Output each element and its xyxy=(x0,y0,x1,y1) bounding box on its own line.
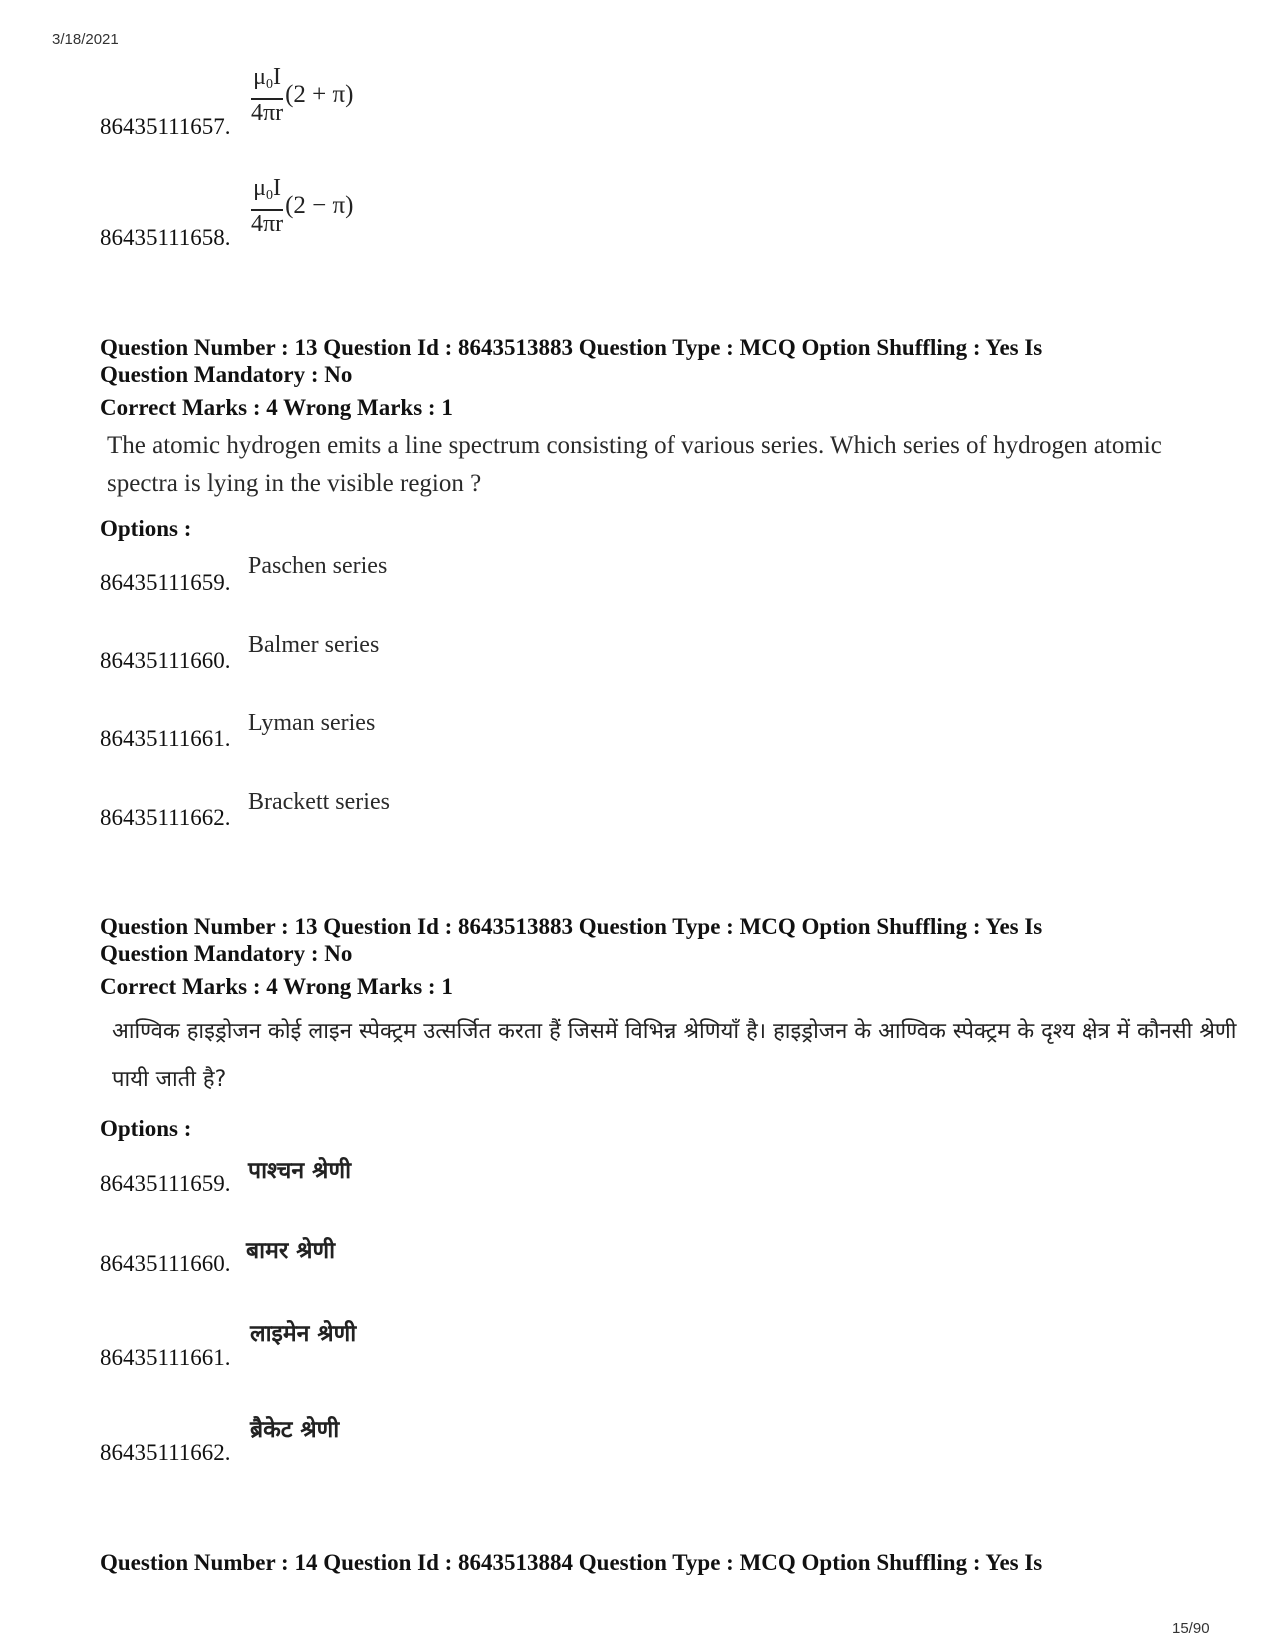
question-meta-line1: Question Number : 13 Question Id : 8643513883 Question Type : MCQ Option Shuffling : Yes Is xyxy=(100,335,1043,360)
formula-numerator: $\mu_0I$ xyxy=(251,175,283,211)
option-id: 86435111661. xyxy=(100,1345,231,1370)
option-id: 86435111659. xyxy=(100,1171,231,1196)
question-meta-line2: Question Mandatory : No xyxy=(100,941,353,966)
formula-denominator: 4πr xyxy=(251,211,284,237)
option-id: 86435111660. xyxy=(100,648,231,673)
option-text: लाइमेन श्रेणी xyxy=(250,1321,357,1347)
question-text: The atomic hydrogen emits a line spectrum consisting of various series. Which series of hydrogen atomic spectra is lying in the visible region ? xyxy=(107,432,1162,497)
option-id: 86435111658. xyxy=(100,225,231,250)
formula-fraction xyxy=(251,175,283,237)
question-marks: Correct Marks : 4 Wrong Marks : 1 xyxy=(100,974,453,999)
option-id: 86435111660. xyxy=(100,1251,231,1276)
option-text: Brackett series xyxy=(248,789,390,815)
options-label: Options : xyxy=(100,1116,192,1141)
option-id: 86435111662. xyxy=(100,1440,231,1465)
option-text: Balmer series xyxy=(248,632,380,658)
page-number: 15/90 xyxy=(1172,1620,1210,1637)
question-meta-line1: Question Number : 14 Question Id : 8643513884 Question Type : MCQ Option Shuffling : Yes Is xyxy=(100,1550,1043,1575)
options-label: Options : xyxy=(100,516,192,541)
formula-tail: (2 − π) xyxy=(285,192,354,219)
option-id: 86435111657. xyxy=(100,114,231,139)
option-text: Lyman series xyxy=(248,710,376,736)
formula-denominator: 4πr xyxy=(251,100,284,126)
option-text: पाश्चन श्रेणी xyxy=(248,1158,352,1184)
option-text: Paschen series xyxy=(248,553,388,579)
question-meta-line1: Question Number : 13 Question Id : 8643513883 Question Type : MCQ Option Shuffling : Yes Is xyxy=(100,914,1043,939)
option-id: 86435111662. xyxy=(100,805,231,830)
option-formula xyxy=(251,175,353,237)
question-marks: Correct Marks : 4 Wrong Marks : 1 xyxy=(100,395,453,420)
option-text: बामर श्रेणी xyxy=(246,1238,336,1264)
formula-tail: (2 + π) xyxy=(285,81,354,108)
option-id: 86435111661. xyxy=(100,726,231,751)
question-text: आण्विक हाइड्रोजन कोई लाइन स्पेक्ट्रम उत्सर्जित करता हैं जिसमें विभिन्न श्रेणियाँ है। हाइड्रोजन के आण्विक स्पेक्ट्रम के दृश्य क्षेत्र में कौनसी श्रेणी पायी जाती है? xyxy=(112,1019,1237,1092)
question-meta-line2: Question Mandatory : No xyxy=(100,362,353,387)
option-formula xyxy=(251,64,353,126)
formula-numerator: $\mu_0I$ xyxy=(251,64,283,100)
print-date: 3/18/2021 xyxy=(52,31,119,48)
option-id: 86435111659. xyxy=(100,570,231,595)
formula-fraction xyxy=(251,64,283,126)
option-text: ब्रैकेट श्रेणी xyxy=(250,1417,340,1443)
